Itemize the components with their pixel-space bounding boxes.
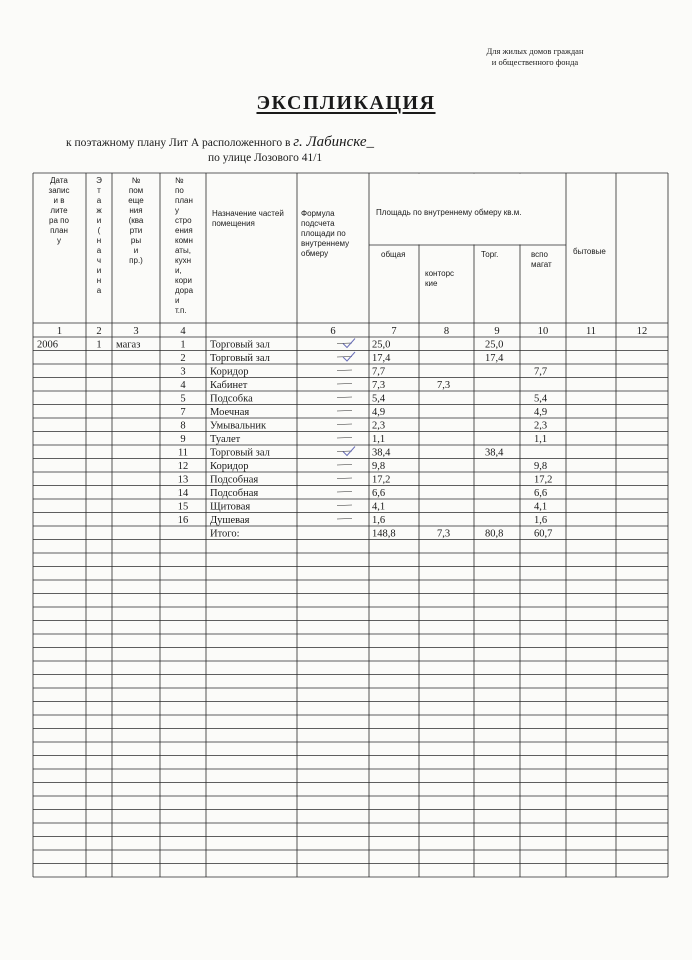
row-area-total: 9,8 — [372, 461, 386, 472]
header-plan-no: № — [175, 176, 184, 185]
header-premises: рти — [129, 226, 143, 235]
formula-dash-mark — [337, 451, 352, 452]
row-area-trade: 38,4 — [485, 447, 504, 459]
column-number: 7 — [391, 326, 397, 337]
column-number: 11 — [585, 326, 597, 337]
row-plan-no: 1 — [180, 339, 186, 351]
header-plan-no: ения — [175, 226, 193, 235]
row-plan-no: 3 — [180, 366, 186, 378]
header-date: ра по — [49, 216, 69, 225]
row-area-aux: 1,6 — [534, 515, 548, 526]
row-area-aux: 2,3 — [534, 420, 548, 432]
row-area-total: 25,0 — [372, 339, 391, 351]
row-plan-no: 12 — [177, 461, 189, 472]
header-plan-no: кори — [175, 276, 192, 285]
row-area-aux: 5,4 — [534, 393, 548, 405]
stamp-note-line-1: Для жилых домов граждан — [486, 46, 584, 56]
row-plan-no: 11 — [177, 447, 189, 459]
header-plan-no: и — [175, 296, 180, 305]
row-room-name: Душевая — [210, 515, 250, 526]
row-plan-no: 7 — [180, 407, 186, 418]
header-floor: ж — [96, 206, 102, 215]
row-plan-no: 8 — [180, 420, 186, 432]
row-room-name: Туалет — [210, 434, 241, 445]
column-number: 2 — [96, 326, 102, 337]
row-plan-no: 15 — [177, 501, 189, 513]
row-area-aux: 60,7 — [534, 528, 553, 540]
row-area-total: 7,7 — [372, 366, 386, 378]
header-plan-no: дора — [175, 286, 194, 295]
header-formula: внутреннему — [301, 239, 350, 248]
header-total: общая — [381, 250, 406, 259]
row-room-name: Коридор — [210, 461, 249, 472]
formula-dash-mark — [337, 519, 352, 520]
row-area-aux: 1,1 — [534, 434, 548, 445]
header-floor: и — [96, 266, 102, 275]
header-floor: а — [96, 286, 102, 295]
formula-dash-mark — [337, 465, 352, 466]
header-date: план — [50, 226, 68, 235]
row-area-total: 1,6 — [372, 515, 386, 526]
header-premises: и — [133, 246, 139, 255]
column-number: 8 — [443, 326, 450, 337]
header-premises: пом — [128, 186, 144, 195]
row-area-aux: 9,8 — [534, 461, 548, 472]
header-purpose: Назначение частей — [212, 209, 284, 218]
subtitle-line-2: по улице Лозового 41/1 — [208, 152, 323, 164]
column-number: 6 — [330, 326, 336, 337]
formula-dash-mark — [337, 438, 352, 439]
row-room-name: Коридор — [210, 366, 249, 378]
row-room-name: Торговый зал — [210, 339, 270, 351]
header-household: бытовые — [573, 247, 606, 256]
formula-dash-mark — [337, 397, 352, 398]
header-date: лите — [50, 206, 68, 215]
row-room-name: Подсобная — [210, 474, 259, 486]
header-date: Дата — [50, 176, 68, 185]
subtitle-prefix: к поэтажному плану Лит А расположенного в — [66, 137, 291, 149]
row-room-name: Подсобка — [210, 393, 253, 405]
header-date: и в — [53, 196, 65, 205]
row-area-total: 1,1 — [372, 434, 386, 445]
row-room-name: Торговый зал — [210, 447, 270, 459]
row-area-aux: 17,2 — [534, 474, 553, 486]
header-office: контopс — [425, 269, 455, 278]
header-floor: Э — [96, 176, 102, 185]
row-area-office: 7,3 — [437, 380, 451, 391]
header-plan-no: кухн — [175, 256, 192, 265]
header-plan-no: комн — [175, 236, 193, 245]
row-plan-no: 16 — [177, 515, 189, 526]
header-floor: ч — [96, 256, 102, 265]
row-area-total: 38,4 — [372, 447, 391, 459]
formula-dash-mark — [337, 505, 352, 506]
column-number: 10 — [537, 326, 549, 337]
row-area-aux: 7,7 — [534, 366, 548, 378]
header-formula: подсчета — [301, 219, 335, 228]
header-plan-no: аты, — [175, 246, 191, 255]
header-trade: Торг. — [481, 250, 499, 259]
row-plan-no: 14 — [177, 488, 189, 499]
header-formula: площади по — [301, 229, 346, 238]
header-premises: ния — [129, 206, 143, 215]
row-area-total: 17,4 — [372, 353, 391, 364]
header-formula: обмеру — [301, 249, 329, 258]
column-number: 3 — [133, 326, 139, 337]
header-plan-no: по — [175, 186, 184, 195]
row-area-total: 4,9 — [372, 407, 386, 418]
formula-dash-mark — [337, 492, 352, 493]
row-room-name: Торговый зал — [210, 353, 270, 364]
row-area-trade: 25,0 — [485, 339, 504, 351]
header-premises: еще — [128, 196, 144, 205]
city-name: г. Лабинске_ — [293, 134, 375, 150]
formula-dash-mark — [337, 424, 352, 425]
row-area-total: 148,8 — [372, 528, 396, 540]
row-plan-no: 2 — [180, 353, 186, 364]
formula-dash-mark — [337, 478, 352, 479]
row-floor: 1 — [96, 339, 102, 351]
row-room-name: Щитовая — [210, 501, 251, 513]
formula-dash-mark — [337, 343, 352, 344]
column-number: 9 — [494, 326, 500, 337]
header-date: запис — [48, 186, 70, 195]
header-area: Площадь по внутреннему обмеру кв.м. — [376, 208, 522, 217]
header-aux: вспо — [531, 250, 548, 259]
header-floor: и — [96, 216, 102, 225]
row-area-office: 7,3 — [437, 528, 451, 540]
header-floor: н — [96, 276, 102, 285]
formula-dash-mark — [337, 384, 352, 385]
header-purpose: помещения — [212, 219, 255, 228]
header-premises: № — [131, 176, 141, 185]
row-area-total: 5,4 — [372, 393, 386, 405]
header-aux: магат — [531, 260, 552, 269]
row-area-aux: 6,6 — [534, 488, 548, 499]
header-plan-no: план — [175, 196, 193, 205]
row-room-name: Подсобная — [210, 488, 259, 499]
header-premises: (ква — [128, 216, 144, 225]
row-area-total: 2,3 — [372, 420, 386, 432]
column-number: 4 — [180, 326, 186, 337]
column-number: 12 — [636, 326, 648, 337]
formula-dash-mark — [337, 411, 352, 412]
header-floor: а — [96, 246, 102, 255]
row-area-trade: 80,8 — [485, 528, 504, 540]
formula-dash-mark — [337, 357, 352, 358]
document-title: ЭКСПЛИКАЦИЯ — [256, 92, 436, 114]
header-floor: т — [97, 186, 101, 195]
row-room-name: Умывальник — [210, 420, 267, 432]
header-floor: н — [96, 236, 102, 245]
header-office: кие — [425, 279, 438, 288]
header-formula: Формула — [301, 209, 335, 218]
row-room-name: Итого: — [210, 528, 240, 540]
header-premises: ры — [130, 236, 142, 245]
row-area-total: 17,2 — [372, 474, 391, 486]
row-area-aux: 4,9 — [534, 407, 548, 418]
row-area-total: 6,6 — [372, 488, 386, 499]
row-plan-no: 9 — [180, 434, 186, 445]
header-date: у — [57, 236, 61, 245]
header-premises: пр.) — [129, 256, 143, 265]
header-floor: ( — [97, 226, 101, 235]
row-area-total: 7,3 — [372, 380, 386, 391]
row-area-total: 4,1 — [372, 501, 386, 513]
row-plan-no: 4 — [180, 380, 186, 391]
header-plan-no: стро — [175, 216, 192, 225]
header-plan-no: у — [175, 206, 179, 215]
header-plan-no: т.п. — [175, 306, 187, 315]
row-area-aux: 4,1 — [534, 501, 548, 513]
row-area-trade: 17,4 — [485, 353, 504, 364]
row-date: 2006 — [37, 339, 58, 351]
column-number: 1 — [56, 326, 63, 337]
formula-dash-mark — [337, 370, 352, 371]
stamp-note-line-2: и общественного фонда — [491, 57, 579, 67]
row-plan-no: 13 — [177, 474, 189, 486]
row-premises: магаз — [116, 339, 141, 351]
header-plan-no: и, — [175, 266, 182, 275]
header-floor: а — [96, 196, 102, 205]
row-room-name: Моечная — [210, 407, 250, 418]
row-plan-no: 5 — [180, 393, 186, 405]
row-room-name: Кабинет — [210, 380, 248, 391]
